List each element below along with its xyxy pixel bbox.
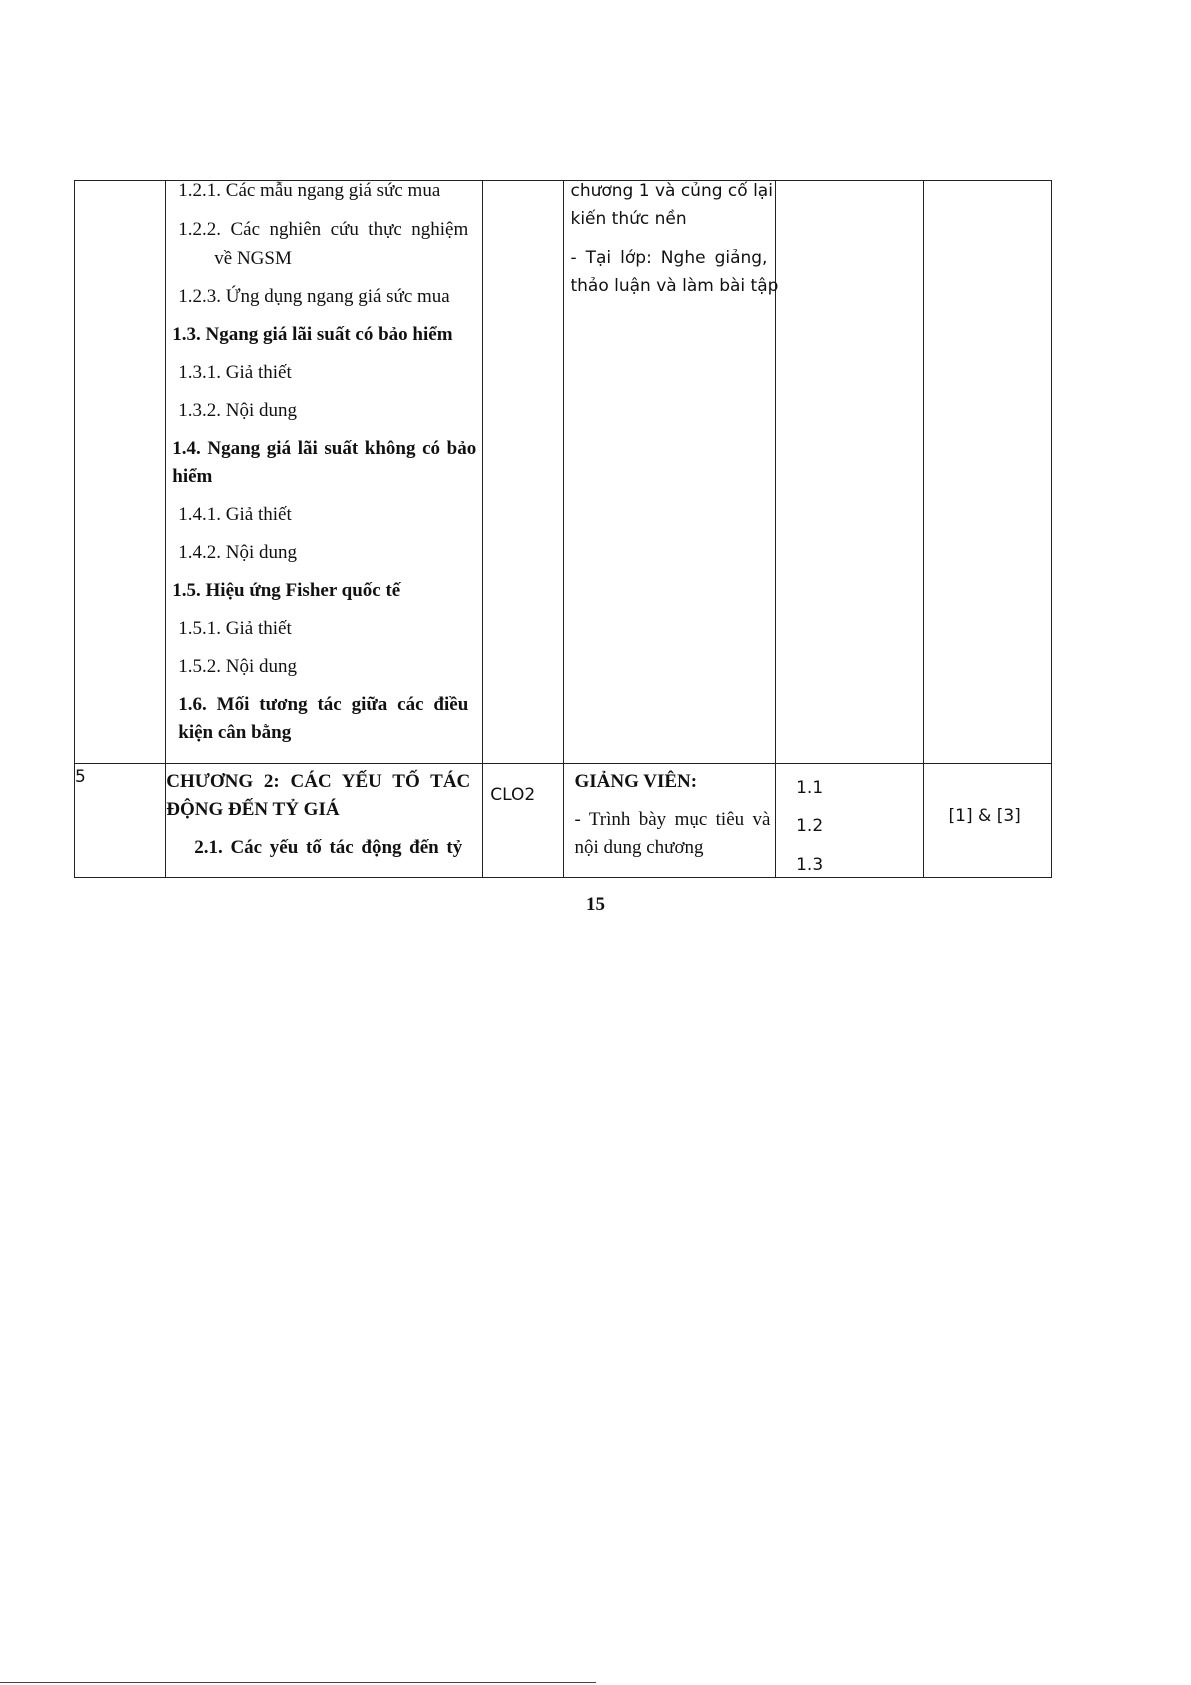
content-line: 1.3.2. Nội dung xyxy=(178,400,298,421)
clo-label: CLO2 xyxy=(490,784,536,805)
syllabus-table xyxy=(74,180,1052,878)
content-line: 1.2.3. Ứng dụng ngang giá sức mua xyxy=(178,286,450,307)
references-text: [1] & [3] xyxy=(948,805,1021,826)
clo-cell xyxy=(483,181,564,764)
instructor-heading: GIẢNG VIÊN: xyxy=(574,770,698,792)
section-heading: 2.1. Các yếu tố tác động đến tỷ xyxy=(194,836,463,858)
table-row-week5 xyxy=(75,763,1052,877)
section-heading: 1.3. Ngang giá lãi suất có bảo hiểm xyxy=(172,324,453,345)
activity-line: - Trình bày mục tiêu và xyxy=(574,808,771,830)
content-line: 1.4.2. Nội dung xyxy=(178,542,298,563)
references-cell xyxy=(923,181,1051,764)
content-cell xyxy=(166,181,483,764)
activity-line: - Tại lớp: Nghe giảng, xyxy=(570,248,768,268)
activities-cell xyxy=(564,763,776,877)
chapter-title: CHƯƠNG 2: CÁC YẾU TỐ TÁC xyxy=(166,770,471,792)
chapter-title: ĐỘNG ĐẾN TỶ GIÁ xyxy=(166,798,340,820)
content-line: 1.2.1. Các mẫu ngang giá sức mua xyxy=(178,180,441,201)
content-line: về NGSM xyxy=(214,248,292,269)
content-line: 1.5.2. Nội dung xyxy=(178,656,298,677)
section-heading: 1.6. Mối tương tác giữa các điều xyxy=(178,694,469,715)
assessment-item: 1.1 xyxy=(796,777,824,798)
activity-line: nội dung chương xyxy=(574,836,704,858)
activities-cell xyxy=(564,181,779,764)
page-number: 15 xyxy=(586,894,605,915)
content-cell xyxy=(166,763,483,877)
activity-line: chương 1 và củng cố lại xyxy=(570,181,773,201)
content-line: 1.4.1. Giả thiết xyxy=(178,504,292,525)
section-heading: 1.5. Hiệu ứng Fisher quốc tế xyxy=(172,580,401,601)
section-heading: 1.4. Ngang giá lãi suất không có bảo xyxy=(172,438,477,459)
week-cell xyxy=(75,181,166,764)
references-cell xyxy=(923,763,1051,877)
assessment-cell xyxy=(776,181,923,764)
assessment-item: 1.2 xyxy=(796,815,824,836)
section-heading: hiểm xyxy=(172,466,213,487)
content-line: 1.5.1. Giả thiết xyxy=(178,618,292,639)
footer-rule xyxy=(0,1682,596,1683)
section-heading: kiện cân bằng xyxy=(178,722,292,743)
week-number: 5 xyxy=(75,766,86,787)
week-cell xyxy=(75,763,166,877)
table-row-continuation xyxy=(75,181,1052,764)
content-line: 1.2.2. Các nghiên cứu thực nghiệm xyxy=(178,219,469,240)
assessment-cell xyxy=(776,763,923,877)
clo-cell xyxy=(483,763,564,877)
activity-line: kiến thức nền xyxy=(570,209,687,229)
assessment-item: 1.3 xyxy=(796,854,824,875)
activity-line: thảo luận và làm bài tập xyxy=(570,276,779,296)
content-line: 1.3.1. Giả thiết xyxy=(178,362,292,383)
